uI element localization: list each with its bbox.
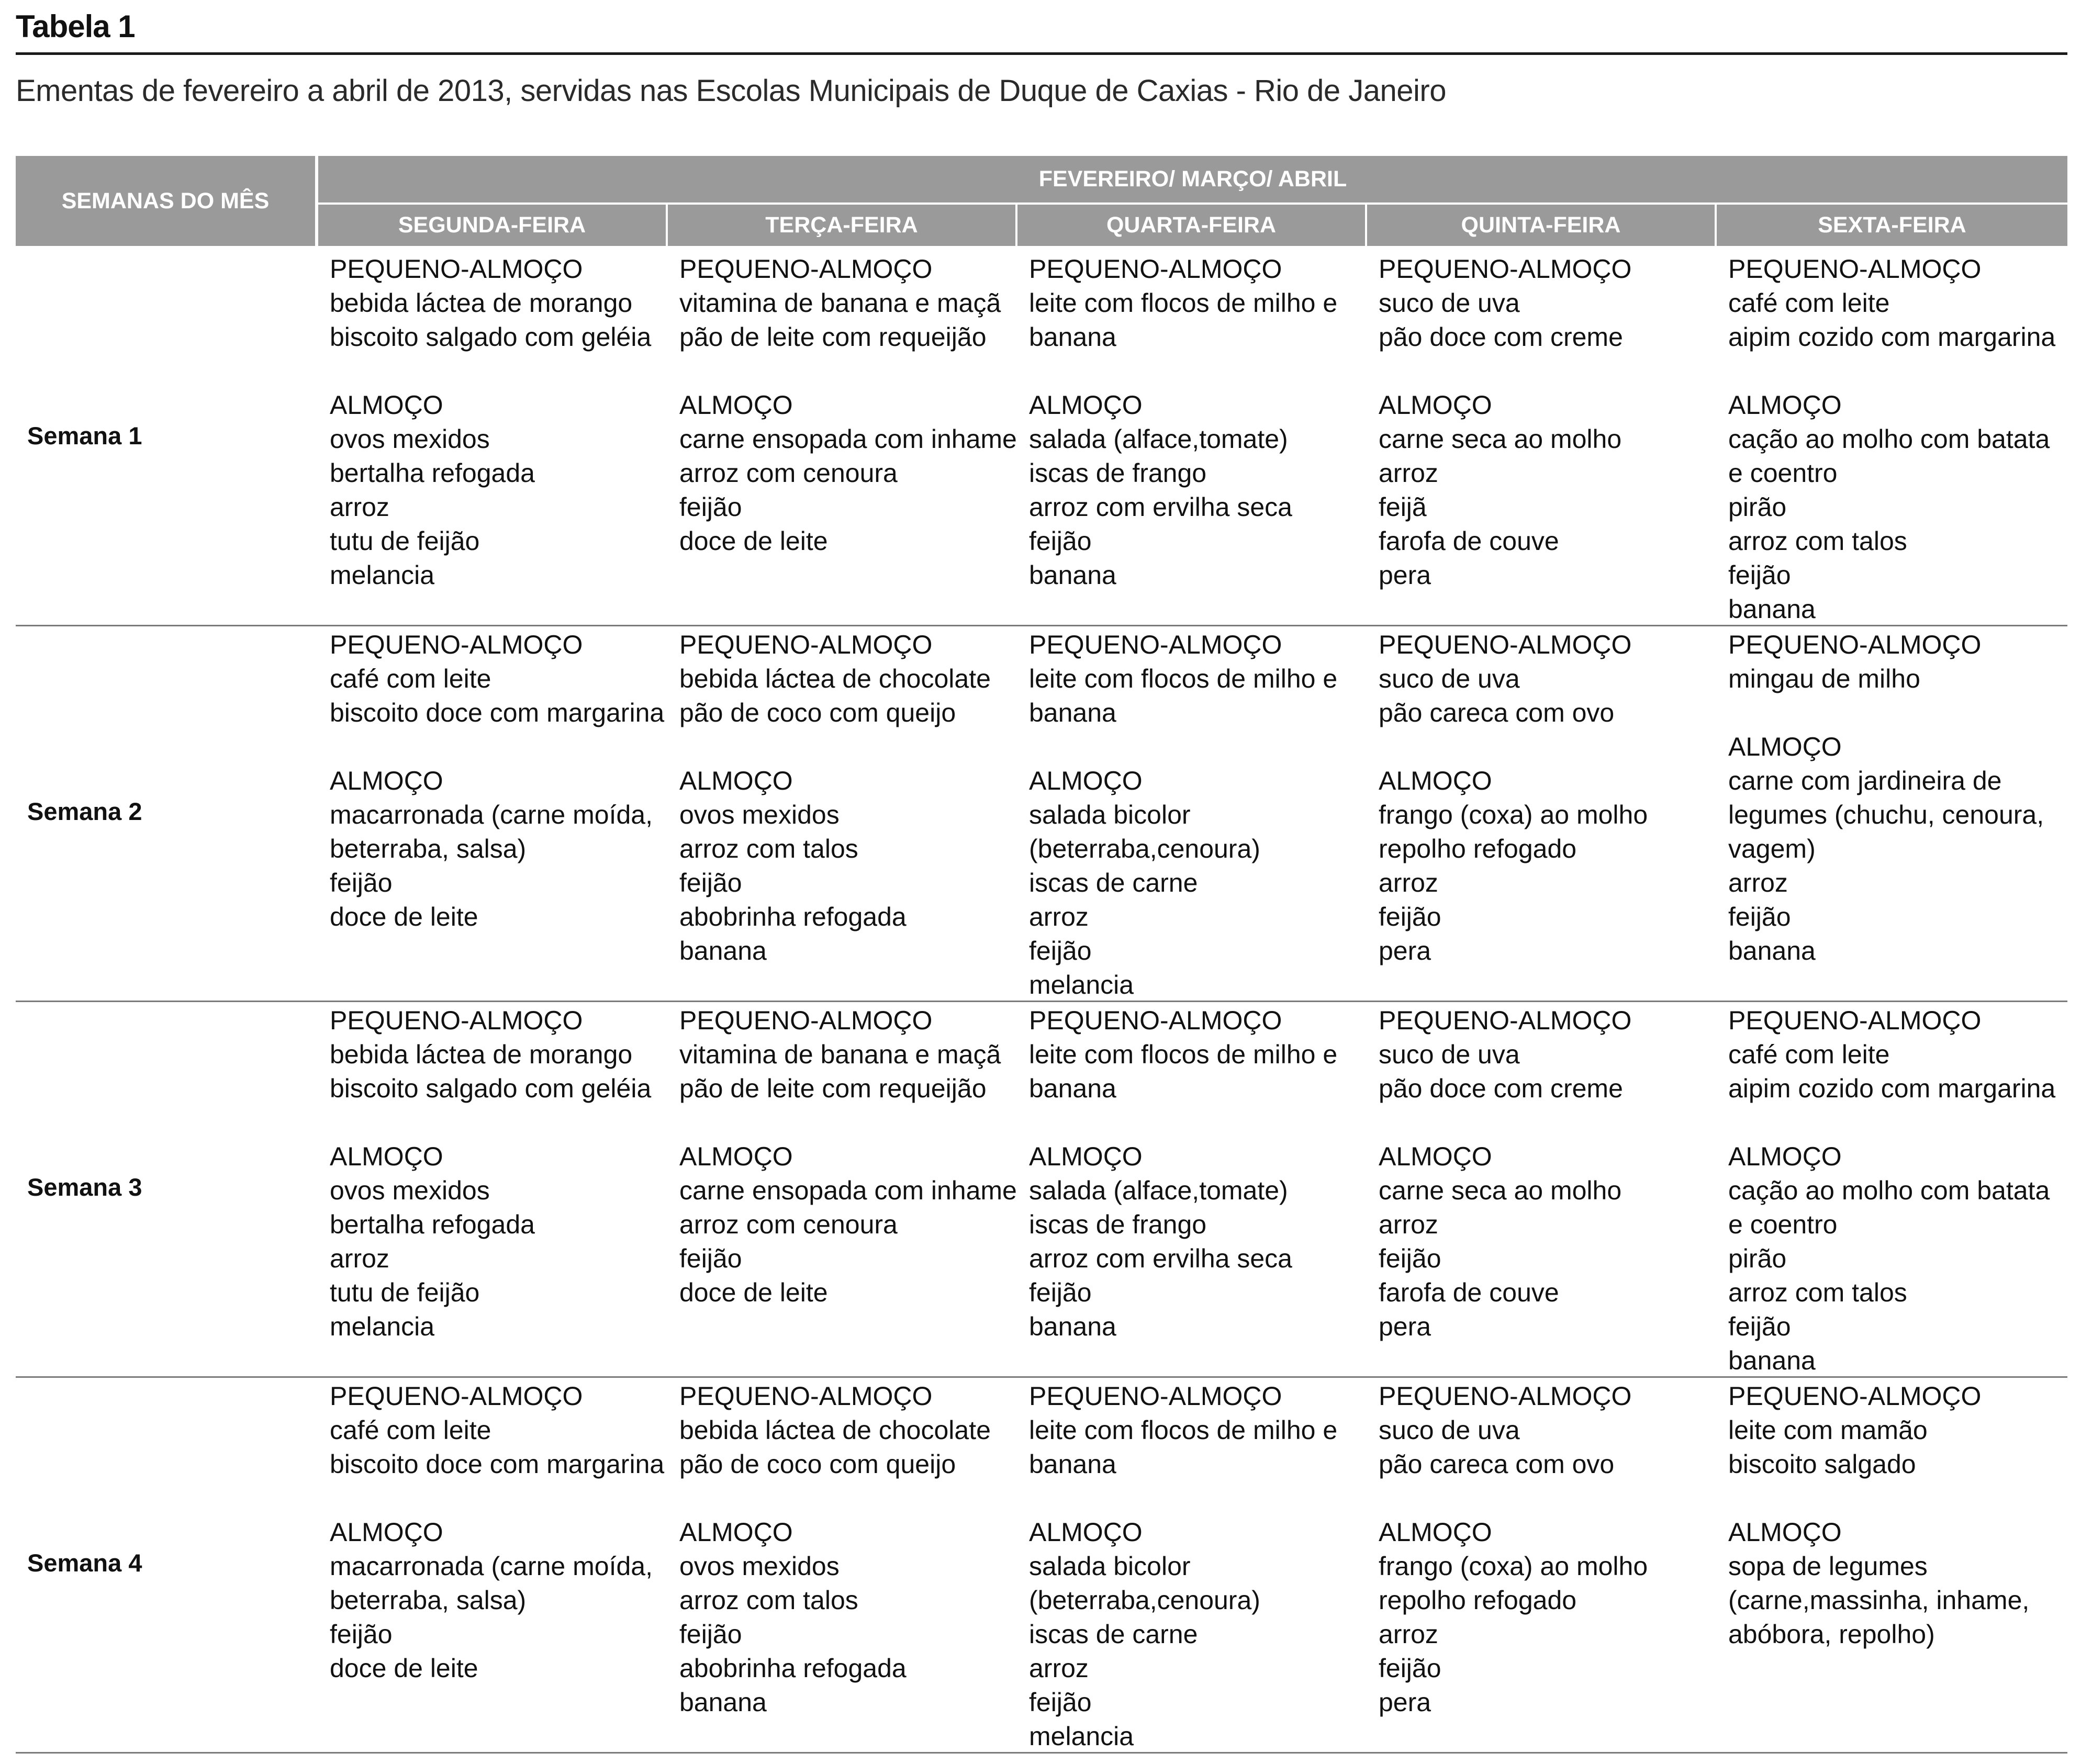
menu-cell-wednesday	[1029, 628, 1374, 1002]
menu-line: leite com flocos de milho e	[1029, 664, 1338, 693]
menu-line: repolho refogado	[1379, 834, 1577, 863]
menu-line: arroz com cenoura	[679, 458, 898, 488]
menu-line: carne seca ao molho	[1379, 1176, 1622, 1205]
menu-line: bebida láctea de chocolate	[679, 664, 991, 693]
menu-line: salada bicolor	[1029, 1552, 1191, 1581]
menu-line: PEQUENO-ALMOÇO	[679, 630, 933, 659]
menu-line: biscoito salgado	[1728, 1450, 1916, 1479]
menu-line: beterraba, salsa)	[330, 834, 527, 863]
menu-line: vagem)	[1728, 834, 1816, 863]
menu-cell-thursday	[1379, 1379, 1724, 1720]
blank-line	[1379, 1106, 1724, 1140]
menu-line: ALMOÇO	[1029, 766, 1143, 795]
menu-line: frango (coxa) ao molho	[1379, 800, 1648, 829]
menu-line: carne seca ao molho	[1379, 424, 1622, 454]
blank-line	[330, 1481, 675, 1515]
menu-line: feijão	[1029, 526, 1092, 556]
header-day-monday: SEGUNDA-FEIRA	[318, 205, 666, 246]
menu-line: PEQUENO-ALMOÇO	[1029, 1006, 1282, 1035]
menu-line: pão de leite com requeijão	[679, 322, 987, 352]
menu-line: PEQUENO-ALMOÇO	[679, 1381, 933, 1411]
menu-line: arroz	[1379, 868, 1438, 897]
menu-line: arroz	[1029, 902, 1089, 931]
menu-line: feijão	[1728, 902, 1791, 931]
row-divider	[16, 625, 2067, 626]
menu-line: arroz com talos	[679, 834, 858, 863]
menu-cell-tuesday	[679, 1004, 1025, 1310]
menu-line: pera	[1379, 936, 1431, 965]
menu-line: mingau de milho	[1728, 664, 1920, 693]
blank-line	[1728, 354, 2074, 388]
menu-cell-wednesday	[1029, 1379, 1374, 1754]
menu-line: (beterraba,cenoura)	[1029, 1586, 1260, 1615]
menu-line: ALMOÇO	[330, 390, 443, 420]
menu-line: bertalha refogada	[330, 458, 535, 488]
blank-line	[330, 730, 675, 764]
menu-line: doce de leite	[679, 526, 828, 556]
menu-line: biscoito salgado com geléia	[330, 322, 652, 352]
menu-line: ALMOÇO	[1379, 766, 1492, 795]
blank-line	[1379, 730, 1724, 764]
menu-cell-thursday	[1379, 252, 1724, 592]
menu-line: pão de coco com queijo	[679, 1450, 956, 1479]
menu-line: macarronada (carne moída,	[330, 1552, 653, 1581]
blank-line	[1728, 1481, 2074, 1515]
blank-line	[1029, 730, 1374, 764]
menu-cell-tuesday	[679, 628, 1025, 968]
header-day-thursday: QUINTA-FEIRA	[1367, 205, 1715, 246]
menu-line: tutu de feijão	[330, 526, 480, 556]
menu-line: arroz com ervilha seca	[1029, 492, 1292, 522]
menu-line: leite com flocos de milho e	[1029, 1415, 1338, 1445]
menu-line: biscoito doce com margarina	[330, 1450, 665, 1479]
menu-line: ALMOÇO	[330, 766, 443, 795]
menu-line: PEQUENO-ALMOÇO	[330, 630, 583, 659]
menu-line: PEQUENO-ALMOÇO	[1728, 1381, 1982, 1411]
menu-line: feijão	[1029, 1278, 1092, 1307]
blank-line	[1029, 1106, 1374, 1140]
menu-line: ALMOÇO	[679, 390, 793, 420]
table-caption: Ementas de fevereiro a abril de 2013, servidas nas Escolas Municipais de Duque de Caxias - Rio de Janeiro	[16, 74, 1447, 108]
menu-line: feijão	[330, 868, 393, 897]
row-divider	[16, 1376, 2067, 1378]
menu-line: banana	[1728, 594, 1816, 624]
menu-cell-friday	[1728, 1379, 2074, 1651]
week-label: Semana 4	[27, 1549, 142, 1577]
blank-line	[1029, 1481, 1374, 1515]
menu-cell-monday	[330, 1379, 675, 1686]
menu-line: macarronada (carne moída,	[330, 800, 653, 829]
menu-line: arroz com talos	[679, 1586, 858, 1615]
menu-line: ovos mexidos	[679, 800, 840, 829]
blank-line	[1728, 696, 2074, 730]
menu-line: iscas de frango	[1029, 1210, 1207, 1239]
menu-line: farofa de couve	[1379, 526, 1559, 556]
menu-line: leite com flocos de milho e	[1029, 288, 1338, 318]
menu-line: café com leite	[330, 664, 491, 693]
menu-line: carne ensopada com inhame	[679, 424, 1017, 454]
menu-line: banana	[1029, 560, 1116, 590]
menu-line: ALMOÇO	[1728, 1142, 1842, 1171]
menu-line: ALMOÇO	[679, 1142, 793, 1171]
menu-line: PEQUENO-ALMOÇO	[330, 1006, 583, 1035]
header-day-wednesday: QUARTA-FEIRA	[1017, 205, 1365, 246]
title-rule	[16, 52, 2067, 55]
menu-line: PEQUENO-ALMOÇO	[330, 1381, 583, 1411]
menu-line: pera	[1379, 1312, 1431, 1341]
menu-line: feijão	[330, 1620, 393, 1649]
menu-line: melancia	[330, 560, 435, 590]
blank-line	[679, 354, 1025, 388]
menu-line: arroz	[330, 1244, 389, 1273]
week-label: Semana 1	[27, 422, 142, 450]
menu-line: PEQUENO-ALMOÇO	[1029, 630, 1282, 659]
menu-line: ALMOÇO	[679, 766, 793, 795]
menu-line: ALMOÇO	[1379, 1142, 1492, 1171]
menu-line: cação ao molho com batata	[1728, 1176, 2050, 1205]
menu-line: pera	[1379, 1688, 1431, 1717]
menu-cell-monday	[330, 252, 675, 592]
menu-line: banana	[679, 1688, 767, 1717]
blank-line	[1379, 1481, 1724, 1515]
menu-line: abobrinha refogada	[679, 1654, 907, 1683]
menu-line: legumes (chuchu, cenoura,	[1728, 800, 2044, 829]
menu-line: banana	[679, 936, 767, 965]
menu-line: arroz com talos	[1728, 1278, 1907, 1307]
menu-line: café com leite	[1728, 288, 1890, 318]
menu-line: arroz com ervilha seca	[1029, 1244, 1292, 1273]
menu-line: suco de uva	[1379, 1415, 1520, 1445]
menu-line: pera	[1379, 560, 1431, 590]
menu-line: pirão	[1728, 492, 1787, 522]
menu-line: PEQUENO-ALMOÇO	[1728, 630, 1982, 659]
menu-line: abobrinha refogada	[679, 902, 907, 931]
menu-line: pirão	[1728, 1244, 1787, 1273]
menu-line: feijão	[679, 492, 742, 522]
menu-line: ovos mexidos	[330, 424, 490, 454]
header-period: FEVEREIRO/ MARÇO/ ABRIL	[318, 156, 2067, 203]
menu-cell-thursday	[1379, 628, 1724, 968]
menu-line: feijão	[1379, 1654, 1441, 1683]
menu-line: ALMOÇO	[330, 1142, 443, 1171]
menu-line: carne ensopada com inhame	[679, 1176, 1017, 1205]
menu-line: banana	[1728, 1346, 1816, 1375]
blank-line	[1029, 354, 1374, 388]
menu-line: ALMOÇO	[1379, 1518, 1492, 1547]
menu-line: ALMOÇO	[1029, 1518, 1143, 1547]
menu-line: arroz com cenoura	[679, 1210, 898, 1239]
menu-line: PEQUENO-ALMOÇO	[1728, 1006, 1982, 1035]
menu-line: café com leite	[330, 1415, 491, 1445]
menu-line: suco de uva	[1379, 288, 1520, 318]
menu-line: banana	[1029, 1312, 1116, 1341]
menu-cell-thursday	[1379, 1004, 1724, 1344]
menu-cell-wednesday	[1029, 252, 1374, 592]
menu-line: café com leite	[1728, 1040, 1890, 1069]
menu-line: PEQUENO-ALMOÇO	[1029, 254, 1282, 284]
menu-line: doce de leite	[330, 1654, 478, 1683]
menu-line: ALMOÇO	[1029, 1142, 1143, 1171]
blank-line	[1728, 1106, 2074, 1140]
row-divider	[16, 1752, 2067, 1754]
menu-line: aipim cozido com margarina	[1728, 322, 2056, 352]
menu-line: e coentro	[1728, 1210, 1838, 1239]
menu-line: bebida láctea de morango	[330, 1040, 633, 1069]
menu-line: ovos mexidos	[330, 1176, 490, 1205]
menu-line: PEQUENO-ALMOÇO	[1379, 630, 1632, 659]
menu-line: arroz	[1728, 868, 1788, 897]
blank-line	[330, 1106, 675, 1140]
menu-line: bebida láctea de chocolate	[679, 1415, 991, 1445]
menu-line: salada bicolor	[1029, 800, 1191, 829]
menu-line: pão careca com ovo	[1379, 698, 1615, 727]
blank-line	[1379, 354, 1724, 388]
menu-line: melancia	[330, 1312, 435, 1341]
menu-line: feijão	[679, 1620, 742, 1649]
menu-line: pão de coco com queijo	[679, 698, 956, 727]
header-day-friday: SEXTA-FEIRA	[1717, 205, 2067, 246]
menu-line: arroz	[330, 492, 389, 522]
menu-cell-wednesday	[1029, 1004, 1374, 1344]
menu-line: PEQUENO-ALMOÇO	[1379, 1006, 1632, 1035]
menu-line: ovos mexidos	[679, 1552, 840, 1581]
menu-line: aipim cozido com margarina	[1728, 1074, 2056, 1103]
menu-line: doce de leite	[330, 902, 478, 931]
menu-line: repolho refogado	[1379, 1586, 1577, 1615]
menu-line: ALMOÇO	[1029, 390, 1143, 420]
menu-line: arroz	[1029, 1654, 1089, 1683]
menu-line: frango (coxa) ao molho	[1379, 1552, 1648, 1581]
menu-line: feijão	[679, 868, 742, 897]
menu-line: (beterraba,cenoura)	[1029, 834, 1260, 863]
menu-line: pão de leite com requeijão	[679, 1074, 987, 1103]
week-label: Semana 2	[27, 797, 142, 825]
menu-line: pão careca com ovo	[1379, 1450, 1615, 1479]
menu-line: PEQUENO-ALMOÇO	[679, 254, 933, 284]
menu-line: banana	[1029, 1450, 1116, 1479]
menu-line: carne com jardineira de	[1728, 766, 2002, 795]
blank-line	[679, 730, 1025, 764]
blank-line	[330, 354, 675, 388]
menu-line: banana	[1029, 1074, 1116, 1103]
menu-line: farofa de couve	[1379, 1278, 1559, 1307]
menu-line: PEQUENO-ALMOÇO	[1379, 1381, 1632, 1411]
blank-line	[679, 1481, 1025, 1515]
menu-cell-monday	[330, 1004, 675, 1344]
blank-line	[679, 1106, 1025, 1140]
menu-line: PEQUENO-ALMOÇO	[1728, 254, 1982, 284]
menu-line: arroz	[1379, 458, 1438, 488]
menu-line: sopa de legumes	[1728, 1552, 1928, 1581]
menu-line: ALMOÇO	[1379, 390, 1492, 420]
menu-line: feijão	[1379, 902, 1441, 931]
menu-line: iscas de carne	[1029, 1620, 1198, 1649]
row-divider	[16, 1001, 2067, 1002]
menu-line: feijão	[1728, 1312, 1791, 1341]
menu-line: suco de uva	[1379, 1040, 1520, 1069]
menu-line: ALMOÇO	[1728, 732, 1842, 761]
menu-line: iscas de carne	[1029, 868, 1198, 897]
menu-line: ALMOÇO	[679, 1518, 793, 1547]
header-weeks-of-month: SEMANAS DO MÊS	[16, 156, 315, 246]
menu-line: ALMOÇO	[330, 1518, 443, 1547]
menu-line: PEQUENO-ALMOÇO	[1379, 254, 1632, 284]
menu-line: beterraba, salsa)	[330, 1586, 527, 1615]
menu-line: tutu de feijão	[330, 1278, 480, 1307]
menu-line: arroz	[1379, 1620, 1438, 1649]
header-day-tuesday: TERÇA-FEIRA	[668, 205, 1015, 246]
table-label: Tabela 1	[16, 9, 135, 44]
menu-line: pão doce com creme	[1379, 322, 1623, 352]
menu-line: ALMOÇO	[1728, 1518, 1842, 1547]
menu-line: banana	[1029, 322, 1116, 352]
menu-line: banana	[1029, 698, 1116, 727]
menu-line: biscoito doce com margarina	[330, 698, 665, 727]
menu-line: biscoito salgado com geléia	[330, 1074, 652, 1103]
menu-line: suco de uva	[1379, 664, 1520, 693]
menu-line: banana	[1728, 936, 1816, 965]
menu-line: iscas de frango	[1029, 458, 1207, 488]
menu-line: leite com mamão	[1728, 1415, 1928, 1445]
menu-line: doce de leite	[679, 1278, 828, 1307]
menu-line: feijão	[1029, 936, 1092, 965]
menu-cell-friday	[1728, 628, 2074, 968]
menu-line: PEQUENO-ALMOÇO	[330, 254, 583, 284]
week-label: Semana 3	[27, 1173, 142, 1201]
menu-line: arroz	[1379, 1210, 1438, 1239]
menu-line: vitamina de banana e maçã	[679, 288, 1001, 318]
menu-cell-tuesday	[679, 1379, 1025, 1720]
menu-line: feijão	[1029, 1688, 1092, 1717]
menu-line: bertalha refogada	[330, 1210, 535, 1239]
menu-line: feijão	[679, 1244, 742, 1273]
menu-line: leite com flocos de milho e	[1029, 1040, 1338, 1069]
menu-cell-monday	[330, 628, 675, 934]
menu-line: feijão	[1379, 1244, 1441, 1273]
menu-line: vitamina de banana e maçã	[679, 1040, 1001, 1069]
menu-line: feijão	[1728, 560, 1791, 590]
menu-line: (carne,massinha, inhame,	[1728, 1586, 2030, 1615]
menu-line: PEQUENO-ALMOÇO	[1029, 1381, 1282, 1411]
menu-line: bebida láctea de morango	[330, 288, 633, 318]
menu-line: ALMOÇO	[1728, 390, 1842, 420]
menu-line: salada (alface,tomate)	[1029, 1176, 1288, 1205]
menu-line: cação ao molho com batata	[1728, 424, 2050, 454]
menu-cell-friday	[1728, 1004, 2074, 1378]
menu-line: melancia	[1029, 1722, 1134, 1751]
menu-line: salada (alface,tomate)	[1029, 424, 1288, 454]
menu-line: pão doce com creme	[1379, 1074, 1623, 1103]
menu-line: melancia	[1029, 970, 1134, 999]
menu-line: e coentro	[1728, 458, 1838, 488]
menu-line: abóbora, repolho)	[1728, 1620, 1935, 1649]
menu-line: arroz com talos	[1728, 526, 1907, 556]
menu-cell-friday	[1728, 252, 2074, 626]
menu-line: PEQUENO-ALMOÇO	[679, 1006, 933, 1035]
menu-line: feijã	[1379, 492, 1427, 522]
menu-cell-tuesday	[679, 252, 1025, 558]
